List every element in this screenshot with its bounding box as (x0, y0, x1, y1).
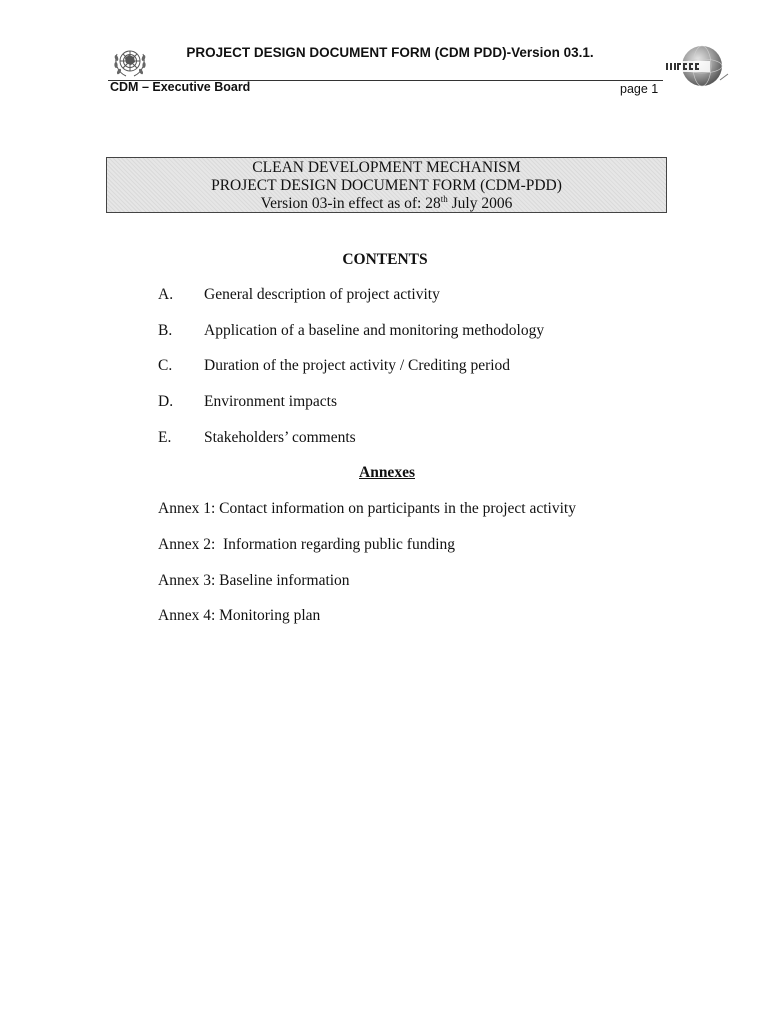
annex-item-4: Annex 4: Monitoring plan (158, 607, 321, 624)
unfccc-logo (660, 44, 732, 90)
toc-item-d (158, 393, 337, 411)
toc-text: Application of a baseline and monitoring methodology (204, 322, 545, 339)
toc-letter: B. (158, 322, 173, 339)
toc-item-c (158, 357, 510, 375)
annex-item-1: Annex 1: Contact information on participants in the project activity (158, 500, 576, 517)
page-header-title: PROJECT DESIGN DOCUMENT FORM (CDM PDD)-Version 03.1. (186, 45, 594, 60)
executive-board-label: CDM – Executive Board (110, 80, 251, 94)
contents-heading: CONTENTS (342, 251, 428, 268)
title-line-2: PROJECT DESIGN DOCUMENT FORM (CDM-PDD) (211, 177, 562, 194)
title-line-1: CLEAN DEVELOPMENT MECHANISM (252, 159, 521, 176)
title-line-3 (107, 195, 666, 213)
version-text: Version 03-in effect as of: 28 (260, 195, 441, 212)
toc-text: Stakeholders’ comments (204, 429, 356, 446)
toc-text: Environment impacts (204, 393, 338, 410)
document-title-box (106, 157, 667, 213)
annex-item-2: Annex 2: Information regarding public funding (158, 536, 456, 553)
version-date-suffix: July 2006 (447, 195, 513, 212)
toc-text: Duration of the project activity / Crediting period (204, 357, 511, 374)
toc-letter: C. (158, 357, 173, 374)
un-emblem-logo (110, 42, 150, 82)
toc-item-a (158, 286, 440, 304)
toc-item-e (158, 429, 356, 447)
date-ordinal: th (440, 193, 448, 204)
annexes-heading: Annexes (359, 464, 415, 481)
annex-item-3: Annex 3: Baseline information (158, 572, 350, 589)
toc-letter: D. (158, 393, 174, 410)
toc-letter: A. (158, 286, 174, 303)
toc-letter: E. (158, 429, 172, 446)
page-number: page 1 (620, 82, 659, 96)
toc-text: General description of project activity (204, 286, 440, 303)
toc-item-b (158, 322, 544, 340)
